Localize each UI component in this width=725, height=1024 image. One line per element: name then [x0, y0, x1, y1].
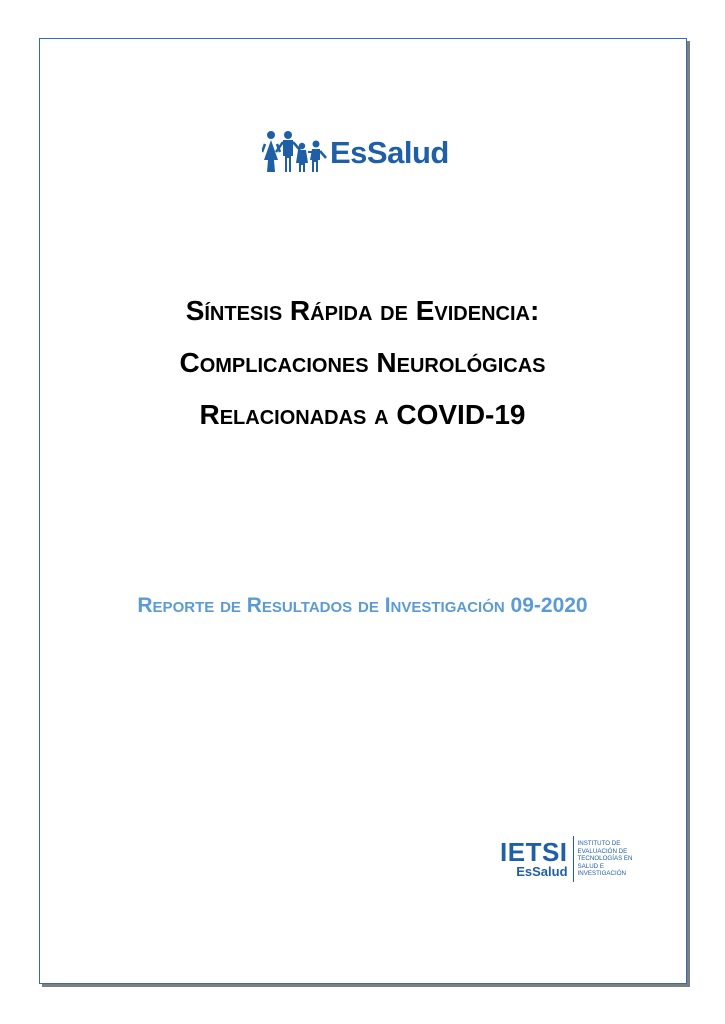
ietsi-description-line: INVESTIGACIÓN [577, 870, 626, 878]
ietsi-description [578, 836, 633, 882]
title-line-3: Relacionadas a COVID-19 [199, 399, 526, 430]
ietsi-description-line: TECNOLOGÍAS EN [577, 855, 633, 863]
ietsi-brand: EsSalud [516, 863, 568, 879]
report-subtitle: Reporte de Resultados de Investigación 09-2020 [137, 594, 588, 617]
ietsi-acronym: IETSI [500, 836, 568, 867]
ietsi-description-line: INSTITUTO DE [577, 840, 621, 848]
title-line-2: Complicaciones Neurológicas [179, 347, 546, 378]
title-line-1: Síntesis Rápida de Evidencia: [185, 295, 540, 326]
ietsi-logo [500, 836, 633, 882]
essalud-logo-text: EsSalud [330, 134, 449, 170]
document-title [60, 285, 665, 441]
family-figures-icon [262, 130, 328, 174]
ietsi-description-line: SALUD E [577, 862, 604, 870]
essalud-logo [262, 128, 457, 176]
ietsi-description-line: EVALUACIÓN DE [577, 847, 628, 855]
ietsi-divider [573, 836, 574, 882]
ietsi-logo-wordmark [500, 836, 573, 882]
